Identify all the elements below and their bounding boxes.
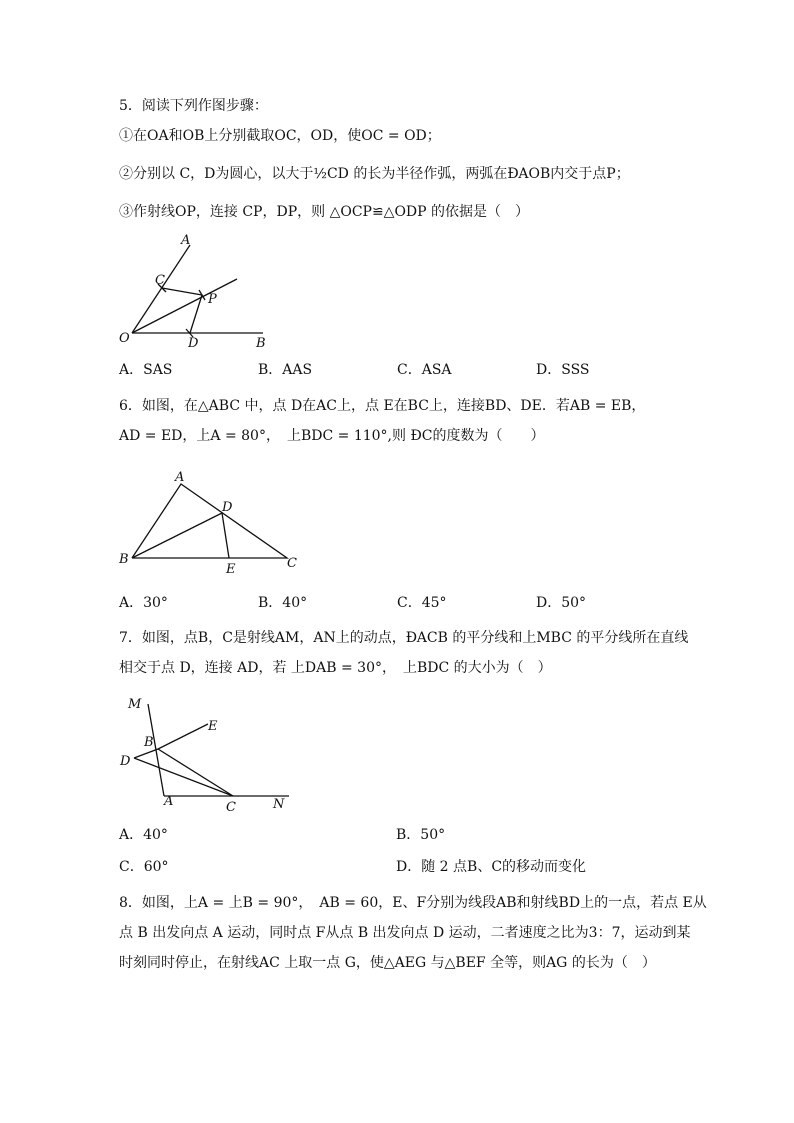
q6-figure bbox=[115, 464, 305, 576]
q6-option-b: B．40° bbox=[258, 595, 308, 611]
q6-line-2: AD = ED，上A = 80°， 上BDC = 110°,则 ÐC的度数为（ ） bbox=[119, 428, 545, 444]
q7-figure bbox=[115, 694, 305, 818]
q5-label-P: P bbox=[208, 292, 217, 307]
q6-option-c: C．45° bbox=[397, 595, 447, 611]
q6-label-B: B bbox=[119, 552, 129, 567]
q7-option-c: C．60° bbox=[119, 859, 169, 875]
q5-label-O: O bbox=[119, 331, 130, 346]
q5-figure bbox=[115, 232, 275, 352]
q6-option-d: D．50° bbox=[536, 595, 587, 611]
q5-line-1: 5．阅读下列作图步骤： bbox=[119, 98, 268, 114]
q5-option-c: C．ASA bbox=[397, 362, 452, 378]
q7-option-d: D．随 2 点B、C的移动而变化 bbox=[396, 859, 587, 875]
q7-option-b: B．50° bbox=[396, 827, 446, 843]
q6-line-1: 6．如图，在△ABC 中，点 D在AC上，点 E在BC上，连接BD、DE．若AB = EB， bbox=[119, 398, 646, 414]
q7-label-E: E bbox=[208, 719, 218, 734]
q8-line-3: 时刻同时停止，在射线AC 上取一点 G，使△AEG 与△BEF 全等，则AG 的长为（ ） bbox=[119, 955, 656, 971]
q7-label-N: N bbox=[273, 797, 285, 812]
q5-label-D: D bbox=[188, 336, 199, 351]
q8-line-2: 点 B 出发向点 A 运动，同时点 F从点 B 出发向点 D 运动，二者速度之比为3：7，运动到某 bbox=[119, 925, 691, 941]
q7-label-B: B bbox=[144, 735, 154, 750]
q7-line-2: 相交于点 D，连接 AD，若 上DAB = 30°， 上BDC 的大小为（ ） bbox=[119, 660, 552, 676]
q7-line-1: 7．如图，点B，C是射线AM，AN上的动点，ÐACB 的平分线和上MBC 的平分线所在直线 bbox=[119, 630, 689, 646]
q7-label-C: C bbox=[226, 800, 236, 815]
q6-label-D: D bbox=[222, 500, 233, 515]
q5-label-A: A bbox=[181, 233, 191, 248]
q5-label-C: C bbox=[155, 273, 165, 288]
q6-option-a: A．30° bbox=[119, 595, 168, 611]
q5-line-4: ③作射线OP，连接 CP，DP，则 △OCP≌△ODP 的依据是（ ） bbox=[119, 204, 530, 220]
q7-option-a: A．40° bbox=[119, 827, 168, 843]
q5-option-b: B．AAS bbox=[258, 362, 313, 378]
q5-line-2: ①在OA和OB上分别截取OC，OD，使OC = OD； bbox=[119, 128, 441, 144]
q5-line-3: ②分别以 C，D为圆心，以大于½CD 的长为半径作弧，两弧在ÐAOB内交于点P； bbox=[119, 166, 630, 182]
q7-label-D: D bbox=[120, 754, 131, 769]
q8-line-1: 8．如图，上A = 上B = 90°， AB = 60，E、F分别为线段AB和射线BD上的一点，若点 E从 bbox=[119, 895, 707, 911]
q5-label-B: B bbox=[256, 336, 266, 351]
q7-label-M: M bbox=[128, 697, 142, 712]
q6-label-C: C bbox=[287, 556, 297, 571]
q5-option-d: D．SSS bbox=[536, 362, 590, 378]
q6-label-A: A bbox=[175, 470, 185, 485]
q6-label-E: E bbox=[226, 562, 236, 577]
q7-label-A: A bbox=[164, 794, 174, 809]
q5-option-a: A．SAS bbox=[119, 362, 173, 378]
